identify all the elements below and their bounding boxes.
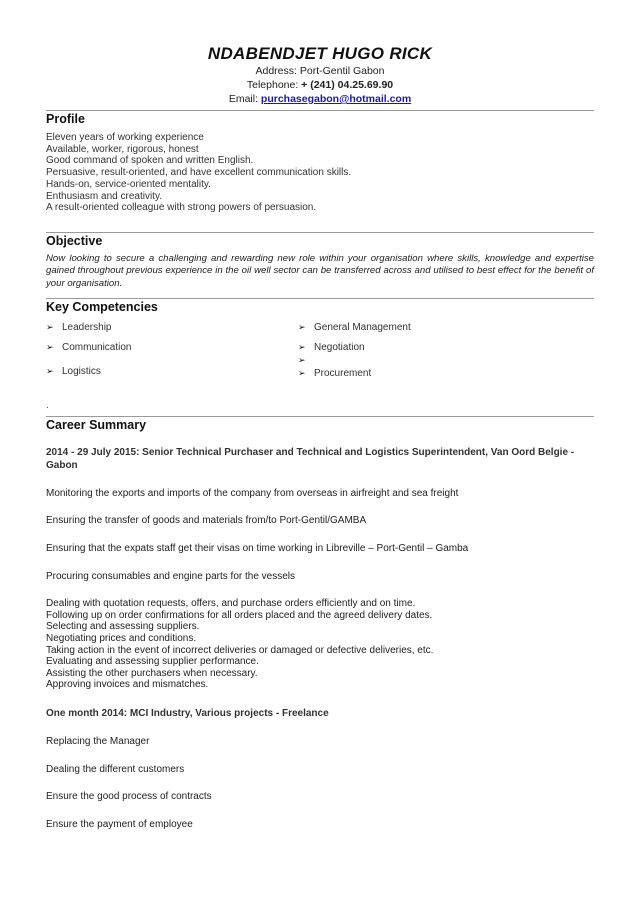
profile-line: Eleven years of working experience [46, 132, 204, 143]
duty-item: Dealing the different customers [46, 763, 185, 775]
resume-header [46, 0, 594, 106]
arrow-bullet-icon: ➢ [46, 321, 54, 332]
arrow-bullet-icon: ➢ [298, 341, 306, 352]
duty-line: Assisting the other purchasers when necessary. [46, 667, 258, 679]
competency-item: ➢ Procurement [298, 367, 372, 379]
competency-item: ➢ Communication [46, 341, 132, 353]
divider [46, 110, 594, 111]
profile-line: Good command of spoken and written English. [46, 155, 254, 167]
objective-text: Now looking to secure a challenging and rewarding new role within your organisation where skills, knowledge and expertise gained throughout previous experience in the oil well sector can be transferred across and utilised to best effect for the benefit of your organisation. [46, 252, 594, 289]
telephone-line [46, 78, 594, 92]
arrow-bullet-icon: ➢ [46, 365, 54, 376]
competencies-heading: Key Competencies [46, 299, 158, 314]
arrow-bullet-icon: ➢ [298, 367, 306, 378]
duty-line: Approving invoices and mismatches. [46, 679, 209, 691]
competency-item: ➢ General Management [298, 321, 411, 333]
competency-item: ➢ Leadership [46, 321, 112, 333]
profile-line: Available, worker, rigorous, honest [46, 143, 199, 155]
job-title: One month 2014: MCI Industry, Various projects - Freelance [46, 707, 329, 719]
profile-line: Hands-on, service-oriented mentality. [46, 178, 211, 190]
arrow-bullet-icon: ➢ [46, 341, 54, 352]
arrow-bullet-icon: ➢ [298, 354, 306, 365]
career-heading: Career Summary [46, 417, 147, 432]
job-title: 2014 - 29 July 2015: Senior Technical Purchaser and Technical and Logistics Superintendent, Van Oord Belgie - Gabon [46, 446, 575, 471]
duty-block [46, 598, 594, 691]
profile-line: A result-oriented colleague with strong powers of persuasion. [46, 202, 317, 214]
duty-line: Dealing with quotation requests, offers, and purchase orders efficiently and on time. [46, 598, 416, 610]
competency-item [298, 355, 314, 366]
duty-item: Monitoring the exports and imports of the company from overseas in airfreight and sea freight [46, 487, 459, 499]
duty-item: Ensuring the transfer of goods and materials from/to Port-Gentil/GAMBA [46, 515, 367, 527]
duty-line: Selecting and assessing suppliers. [46, 621, 200, 633]
email-link[interactable]: purchasegabon@hotmail.com [260, 93, 412, 105]
duty-line: Negotiating prices and conditions. [46, 632, 197, 644]
candidate-name: NDABENDJET HUGO RICK [207, 44, 433, 63]
duty-line: Taking action in the event of incorrect deliveries or damaged or defective deliveries, etc. [46, 644, 434, 656]
duty-item: Ensuring that the expats staff get their visas on time working in Libreville – Port-Gentil – Gamba [46, 543, 469, 554]
divider [46, 298, 594, 299]
duty-item: Ensure the good process of contracts [46, 791, 212, 803]
email-label: Email: [228, 93, 261, 105]
objective-heading: Objective [46, 233, 103, 248]
profile-line: Enthusiasm and creativity. [46, 190, 162, 202]
duty-item: Ensure the payment of employee [46, 818, 193, 830]
duty-line: Evaluating and assessing supplier performance. [46, 656, 259, 668]
telephone-label: Telephone: [246, 79, 302, 91]
profile-list [46, 132, 594, 214]
resume-page [46, 0, 594, 830]
competencies-grid [46, 318, 594, 388]
divider [46, 416, 594, 417]
profile-heading: Profile [46, 112, 85, 126]
divider [46, 232, 594, 233]
arrow-bullet-icon: ➢ [298, 321, 306, 332]
profile-line: Persuasive, result-oriented, and have excellent communication skills. [46, 167, 352, 179]
trailing-dot: . [46, 399, 49, 411]
address-line: Address: Port-Gentil Gabon [255, 65, 385, 77]
email-line [46, 92, 594, 106]
competency-item: ➢ Negotiation [298, 341, 365, 353]
duty-item: Procuring consumables and engine parts for the vessels [46, 570, 296, 582]
telephone-number: + (241) 04.25.69.90 [301, 79, 394, 91]
duty-line: Following up on order confirmations for all orders placed and the agreed delivery dates. [46, 609, 433, 621]
competency-item: ➢ Logistics [46, 365, 101, 377]
duty-item: Replacing the Manager [46, 735, 150, 747]
